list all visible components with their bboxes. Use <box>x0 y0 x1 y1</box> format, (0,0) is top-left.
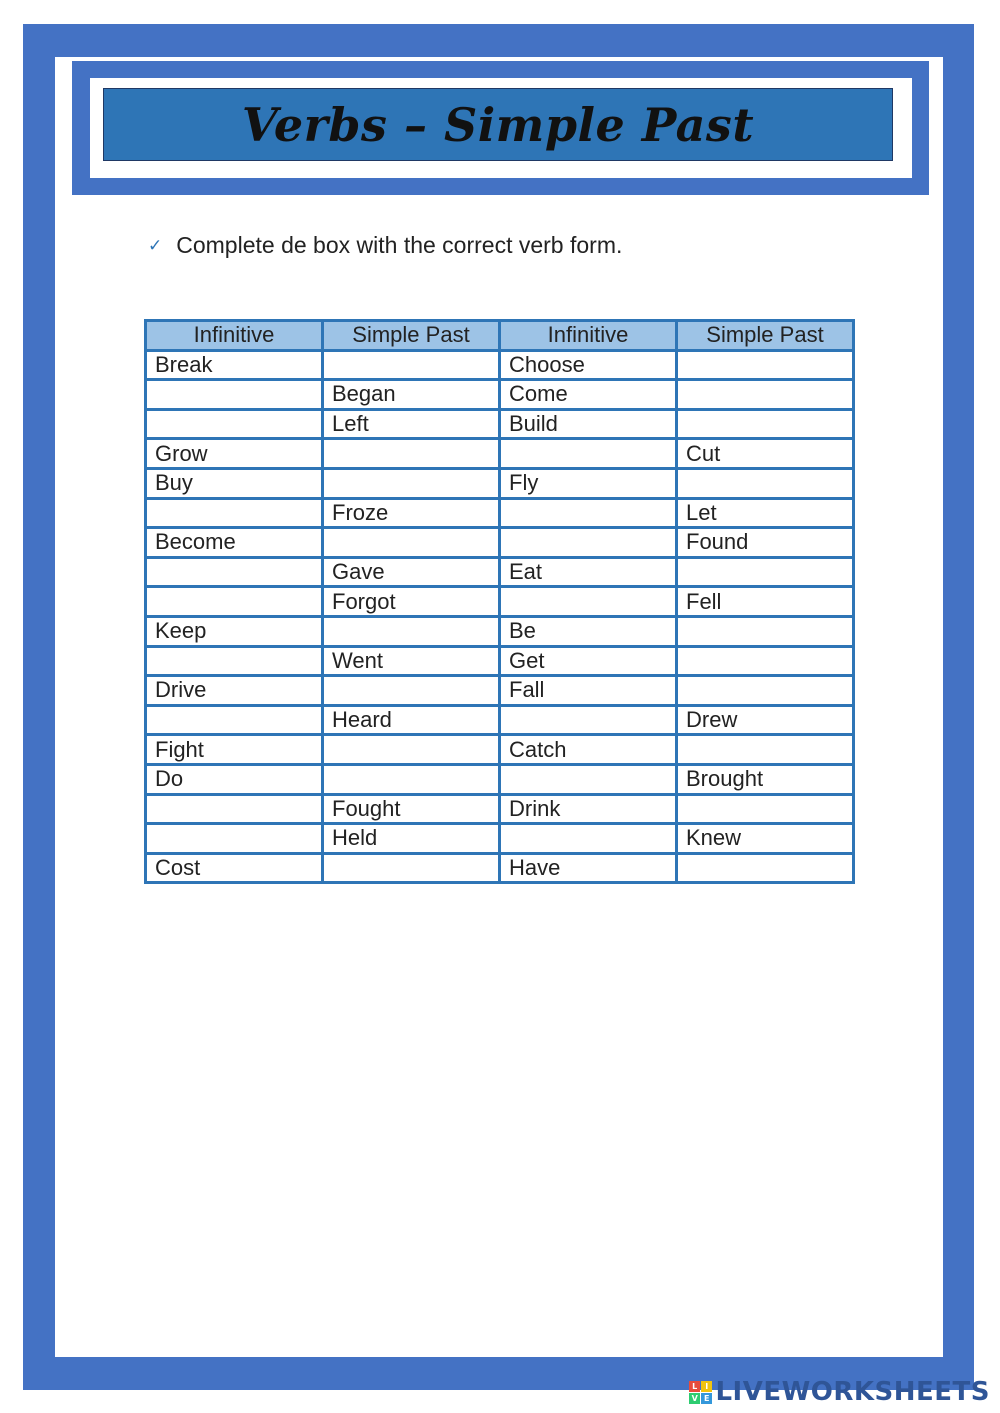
logo-text: LIVEWORKSHEETS <box>715 1377 990 1407</box>
answer-cell[interactable] <box>146 409 323 439</box>
title-box <box>103 88 893 161</box>
answer-cell[interactable] <box>146 705 323 735</box>
answer-cell[interactable] <box>323 350 500 380</box>
table-row <box>146 498 854 528</box>
liveworksheets-logo[interactable] <box>689 1377 990 1407</box>
page-title: Verbs – Simple Past <box>241 97 755 152</box>
verb-cell: Held <box>323 824 500 854</box>
table-row <box>146 409 854 439</box>
answer-cell[interactable] <box>146 646 323 676</box>
answer-cell[interactable] <box>677 468 854 498</box>
table-row <box>146 764 854 794</box>
verb-cell: Forgot <box>323 587 500 617</box>
table-row <box>146 616 854 646</box>
verb-cell: Fight <box>146 735 323 765</box>
answer-cell[interactable] <box>146 587 323 617</box>
answer-cell[interactable] <box>500 528 677 558</box>
answer-cell[interactable] <box>677 616 854 646</box>
answer-cell[interactable] <box>500 764 677 794</box>
verb-cell: Fell <box>677 587 854 617</box>
answer-cell[interactable] <box>500 498 677 528</box>
instruction <box>148 232 622 259</box>
liveworksheets-logo-icon: L I V E <box>689 1381 712 1404</box>
verb-cell: Buy <box>146 468 323 498</box>
table-row <box>146 705 854 735</box>
verb-cell: Have <box>500 853 677 883</box>
answer-cell[interactable] <box>146 380 323 410</box>
table-row <box>146 824 854 854</box>
answer-cell[interactable] <box>677 409 854 439</box>
answer-cell[interactable] <box>323 616 500 646</box>
answer-cell[interactable] <box>146 498 323 528</box>
answer-cell[interactable] <box>146 557 323 587</box>
verb-cell: Heard <box>323 705 500 735</box>
verb-cell: Began <box>323 380 500 410</box>
answer-cell[interactable] <box>323 676 500 706</box>
verb-cell: Went <box>323 646 500 676</box>
column-header: Simple Past <box>323 321 500 351</box>
verb-cell: Catch <box>500 735 677 765</box>
answer-cell[interactable] <box>500 587 677 617</box>
verb-cell: Do <box>146 764 323 794</box>
verb-cell: Come <box>500 380 677 410</box>
table-row <box>146 853 854 883</box>
table-row <box>146 676 854 706</box>
answer-cell[interactable] <box>323 439 500 469</box>
table-header-row <box>146 321 854 351</box>
verb-cell: Drew <box>677 705 854 735</box>
answer-cell[interactable] <box>323 853 500 883</box>
table-row <box>146 468 854 498</box>
verb-cell: Knew <box>677 824 854 854</box>
answer-cell[interactable] <box>323 735 500 765</box>
verb-cell: Cost <box>146 853 323 883</box>
answer-cell[interactable] <box>677 794 854 824</box>
table-row <box>146 528 854 558</box>
verb-cell: Cut <box>677 439 854 469</box>
answer-cell[interactable] <box>323 468 500 498</box>
answer-cell[interactable] <box>677 676 854 706</box>
verb-cell: Be <box>500 616 677 646</box>
answer-cell[interactable] <box>677 557 854 587</box>
verb-cell: Let <box>677 498 854 528</box>
verb-cell: Grow <box>146 439 323 469</box>
verb-cell: Froze <box>323 498 500 528</box>
verb-cell: Keep <box>146 616 323 646</box>
verb-cell: Gave <box>323 557 500 587</box>
answer-cell[interactable] <box>323 764 500 794</box>
table-row <box>146 350 854 380</box>
verb-cell: Left <box>323 409 500 439</box>
verb-cell: Drive <box>146 676 323 706</box>
answer-cell[interactable] <box>677 646 854 676</box>
table-row <box>146 557 854 587</box>
verb-cell: Build <box>500 409 677 439</box>
verb-cell: Eat <box>500 557 677 587</box>
answer-cell[interactable] <box>677 350 854 380</box>
verb-cell: Fly <box>500 468 677 498</box>
verb-cell: Fall <box>500 676 677 706</box>
verb-cell: Drink <box>500 794 677 824</box>
answer-cell[interactable] <box>323 528 500 558</box>
checkmark-icon: ✓ <box>148 235 163 255</box>
verb-cell: Break <box>146 350 323 380</box>
column-header: Infinitive <box>500 321 677 351</box>
column-header: Simple Past <box>677 321 854 351</box>
answer-cell[interactable] <box>677 735 854 765</box>
table-row <box>146 646 854 676</box>
table-row <box>146 735 854 765</box>
table-row <box>146 380 854 410</box>
table-row <box>146 439 854 469</box>
column-header: Infinitive <box>146 321 323 351</box>
instruction-text: Complete de box with the correct verb form. <box>176 232 623 258</box>
verb-table <box>144 319 855 884</box>
answer-cell[interactable] <box>500 824 677 854</box>
verb-cell: Become <box>146 528 323 558</box>
answer-cell[interactable] <box>146 794 323 824</box>
answer-cell[interactable] <box>146 824 323 854</box>
answer-cell[interactable] <box>677 853 854 883</box>
verb-cell: Found <box>677 528 854 558</box>
table-body <box>146 350 854 883</box>
verb-cell: Brought <box>677 764 854 794</box>
verb-cell: Choose <box>500 350 677 380</box>
verb-cell: Fought <box>323 794 500 824</box>
table-row <box>146 794 854 824</box>
answer-cell[interactable] <box>500 439 677 469</box>
answer-cell[interactable] <box>677 380 854 410</box>
table-row <box>146 587 854 617</box>
verb-cell: Get <box>500 646 677 676</box>
answer-cell[interactable] <box>500 705 677 735</box>
